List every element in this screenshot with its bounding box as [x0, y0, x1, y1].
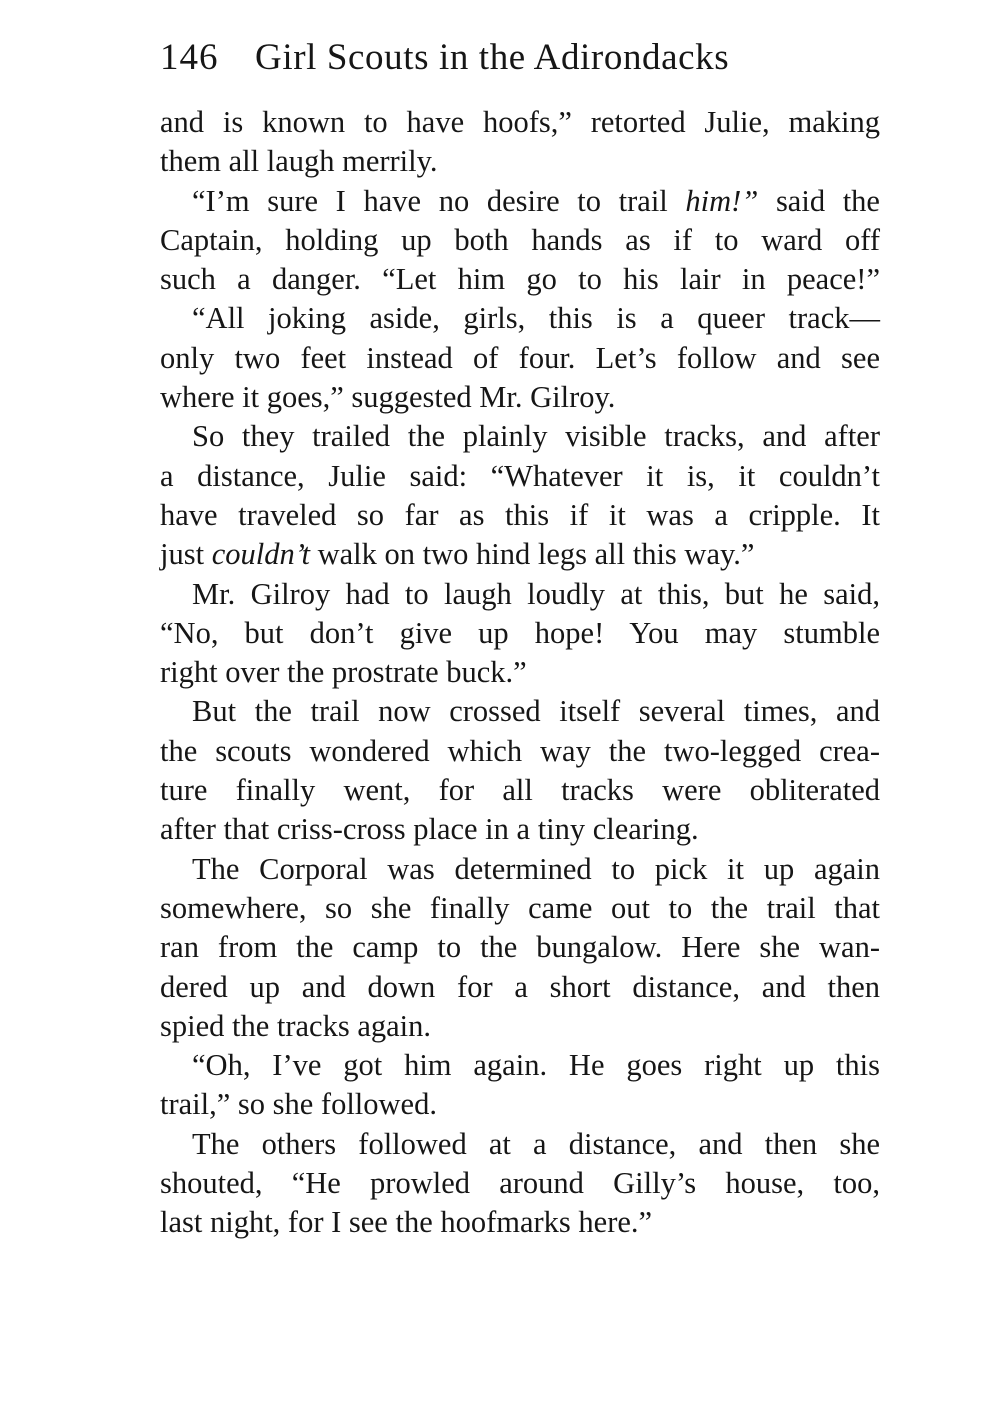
body-text: [160, 103, 880, 1243]
text-line: [160, 535, 880, 574]
text-line: the scouts wondered which way the two-legged crea-: [160, 733, 880, 768]
text-line: have traveled so far as this if it was a cripple. It: [160, 497, 880, 532]
text-line: ran from the camp to the bungalow. Here she wan-: [160, 930, 880, 965]
text-line: them all laugh merrily.: [160, 144, 438, 179]
text-span: said the: [758, 183, 880, 218]
text-line: Captain, holding up both hands as if to ward off: [160, 222, 880, 257]
text-line: spied the tracks again.: [160, 1008, 432, 1043]
text-line: last night, for I see the hoofmarks here.”: [160, 1205, 653, 1240]
text-line: only two feet instead of four. Let’s follow and see: [160, 340, 880, 375]
italic-text: couldn’t: [211, 537, 310, 572]
page-header: [160, 34, 880, 82]
text-line: But the trail now crossed itself several times, and: [192, 694, 880, 729]
text-line: after that criss-cross place in a tiny clearing.: [160, 812, 699, 847]
text-line: dered up and down for a short distance, and then: [160, 969, 880, 1004]
text-line: such a danger. “Let him go to his lair in peace!”: [160, 262, 880, 297]
text-line: somewhere, so she finally came out to the trail that: [160, 890, 880, 925]
text-line: shouted, “He prowled around Gilly’s house, too,: [160, 1166, 880, 1201]
text-line: The Corporal was determined to pick it up again: [192, 851, 880, 886]
text-line: right over the prostrate buck.”: [160, 655, 527, 690]
text-span: walk on two hind legs all this way.”: [309, 537, 755, 572]
text-line: and is known to have hoofs,” retorted Julie, making: [160, 105, 880, 139]
text-line: “All joking aside, girls, this is a queer track—: [192, 301, 880, 336]
running-title: Girl Scouts in the Adirondacks: [255, 37, 730, 78]
text-line: Mr. Gilroy had to laugh loudly at this, but he said,: [192, 576, 880, 611]
text-line: “Oh, I’ve got him again. He goes right up this: [192, 1048, 880, 1083]
text-line: So they trailed the plainly visible tracks, and after: [192, 419, 880, 454]
text-line: The others followed at a distance, and then she: [192, 1126, 880, 1161]
text-line: ture finally went, for all tracks were obliterated: [160, 773, 880, 808]
text-line: where it goes,” suggested Mr. Gilroy.: [160, 380, 616, 415]
text-span: “I’m sure I have no desire to trail: [192, 183, 686, 218]
text-line: a distance, Julie said: “Whatever it is, it couldn’t: [160, 458, 880, 493]
text-line: trail,” so she followed.: [160, 1087, 437, 1122]
text-span: just: [160, 537, 212, 572]
text-line: [160, 182, 880, 221]
page-number: 146: [160, 37, 219, 78]
text-line: “No, but don’t give up hope! You may stumble: [160, 615, 880, 650]
italic-text: him!”: [685, 183, 759, 218]
